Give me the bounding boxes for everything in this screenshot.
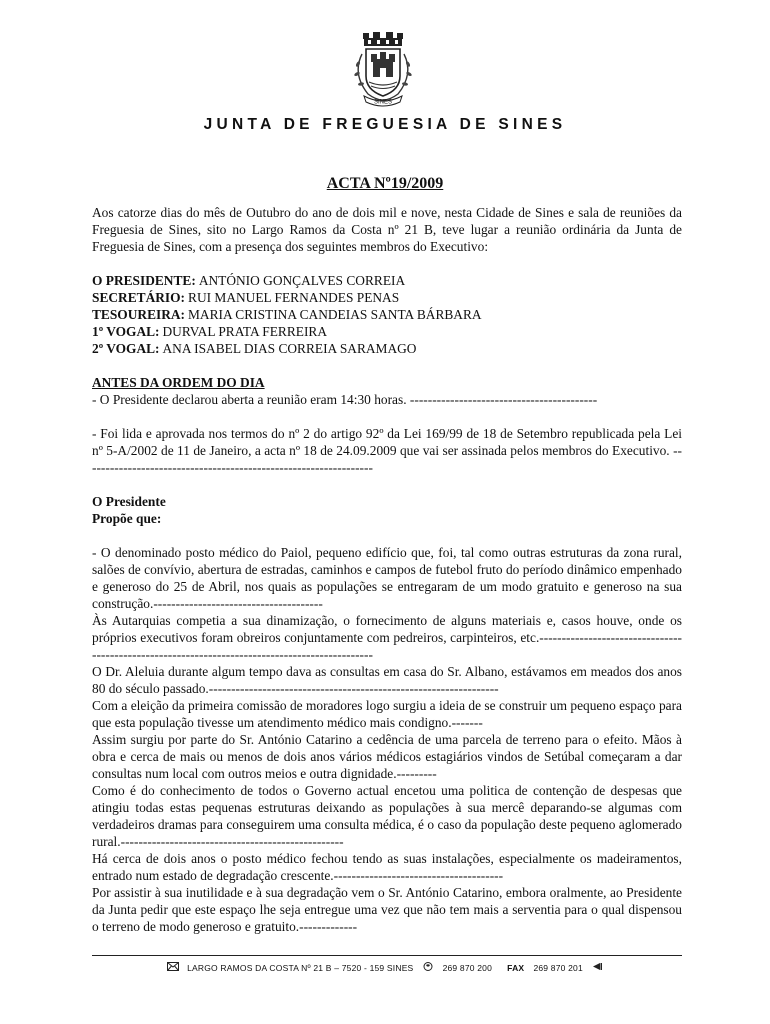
proposal-paragraph: Assim surgiu por parte do Sr. António Catarino a cedência de uma parcela de terreno para o efeito. Mãos à obra e cerca de mais ou menos de dois anos vários médicos estagiários vindos de Setúbal começaram a dar consultas num local com outros meios e outra dignidade.--------- bbox=[92, 732, 682, 781]
section-heading-presidente: O Presidente bbox=[92, 494, 166, 509]
member-row bbox=[92, 272, 682, 289]
footer-fax: 269 870 201 bbox=[533, 962, 583, 973]
footer-phone: 269 870 200 bbox=[442, 962, 493, 973]
member-role: SECRETÁRIO: bbox=[92, 290, 186, 305]
envelope-icon bbox=[161, 962, 185, 973]
member-row bbox=[92, 340, 682, 357]
member-row bbox=[92, 306, 682, 323]
footer bbox=[0, 962, 770, 973]
intro-paragraph: Aos catorze dias do mês de Outubro do ano de dois mil e nove, nesta Cidade de Sines e sala de reuniões da Freguesia de Sines, sito no Largo Ramos da Costa nº 21 B, teve lugar a reunião ordinária da Junta de Freguesia de Sines, com a presença dos seguintes membros do Executivo: bbox=[92, 205, 682, 254]
member-role: 1º VOGAL: bbox=[92, 324, 160, 339]
member-name: MARIA CRISTINA CANDEIAS SANTA BÁRBARA bbox=[188, 307, 482, 322]
member-name: ANTÓNIO GONÇALVES CORREIA bbox=[198, 273, 406, 288]
document-title: ACTA Nº19/2009 bbox=[326, 175, 444, 192]
crest-label: SINES bbox=[373, 99, 393, 106]
footer-fax-label: FAX bbox=[507, 962, 525, 973]
proposal-paragraph: Há cerca de dois anos o posto médico fechou tendo as suas instalações, especialmente os madeiramentos, entrado num estado de degradação crescente.-------------------------------------- bbox=[92, 851, 682, 883]
member-row bbox=[92, 289, 682, 306]
footer-divider bbox=[92, 955, 682, 956]
section-heading-antes: ANTES DA ORDEM DO DIA bbox=[92, 375, 265, 390]
member-row bbox=[92, 323, 682, 340]
document-body bbox=[92, 204, 682, 935]
section-subheading-propoe: Propõe que: bbox=[92, 511, 162, 526]
member-name: ANA ISABEL DIAS CORREIA SARAMAGO bbox=[162, 341, 417, 356]
member-role: 2º VOGAL: bbox=[92, 341, 160, 356]
member-role: TESOUREIRA: bbox=[92, 307, 186, 322]
proposal-paragraph: O Dr. Aleluia durante algum tempo dava as consultas em casa do Sr. Albano, estávamos em meados dos anos 80 do século passado.----------------------------------------------------------------- bbox=[92, 664, 682, 696]
phone-icon bbox=[416, 962, 440, 973]
proposal-paragraph: Como é do conhecimento de todos o Governo actual encetou uma politica de contenção de despesas que atingiu todas estas pequenas estruturas deixando as populações à sua mercê deparando-se algumas com verdadeiros dramas para conseguirem uma consulta médica, é o caso da população deste pequeno aglomerado rural.-------------------------------------------------- bbox=[92, 783, 682, 849]
member-name: DURVAL PRATA FERREIRA bbox=[162, 324, 328, 339]
antes-paragraph-1: - O Presidente declarou aberta a reunião eram 14:30 horas. ------------------------------------------ bbox=[92, 392, 598, 407]
footer-address: LARGO RAMOS DA COSTA Nº 21 B – 7520 - 159 SINES bbox=[187, 962, 414, 973]
proposal-paragraph: Com a eleição da primeira comissão de moradores logo surgiu a ideia de se construir um pequeno espaço para que esta população tivesse um atendimento médico mais condigno.------- bbox=[92, 698, 682, 730]
proposal-paragraph: - O denominado posto médico do Paiol, pequeno edifício que, foi, tal como outras estruturas da zona rural, salões de convívio, abertura de estradas, caminhos e campos de futebol fruto do período dinâmico empenhado e generoso do 25 de Abril, nos quais as populações se entregaram de um modo gratuito e generoso na sua construção.-------------------------------------- bbox=[92, 545, 682, 611]
organization-name: JUNTA DE FREGUESIA DE SINES bbox=[203, 116, 567, 133]
proposal-paragraph: Às Autarquias competia a sua dinamização, o fornecimento de alguns materiais e, casos houve, onde os próprios executivos foram obreiros conjuntamente com pedreiros, carpinteiros, etc.----------------------------------------------------------------------------------------------- bbox=[92, 613, 682, 662]
fax-icon bbox=[585, 962, 609, 973]
proposal-paragraph: Por assistir à sua inutilidade e à sua degradação vem o Sr. António Catarino, embora oralmente, ao Presidente da Junta pedir que este espaço lhe seja entregue uma vez que não tem mais a serventia para o qual dispensou o terreno de modo generoso e gratuito.------------- bbox=[92, 885, 682, 934]
antes-paragraph-2: - Foi lida e aprovada nos termos do nº 2 do artigo 92º da Lei 169/99 de 18 de Setembro republicada pela Lei nº 5-A/2002 de 11 de Janeiro, a acta nº 18 de 24.09.2009 que vai ser assinada pelos membros do Executivo. ----------------------------------------------------------------- bbox=[92, 426, 682, 475]
members-list bbox=[92, 272, 682, 357]
coat-of-arms-icon bbox=[338, 32, 428, 108]
member-role: O PRESIDENTE: bbox=[92, 273, 196, 288]
member-name: RUI MANUEL FERNANDES PENAS bbox=[188, 290, 400, 305]
